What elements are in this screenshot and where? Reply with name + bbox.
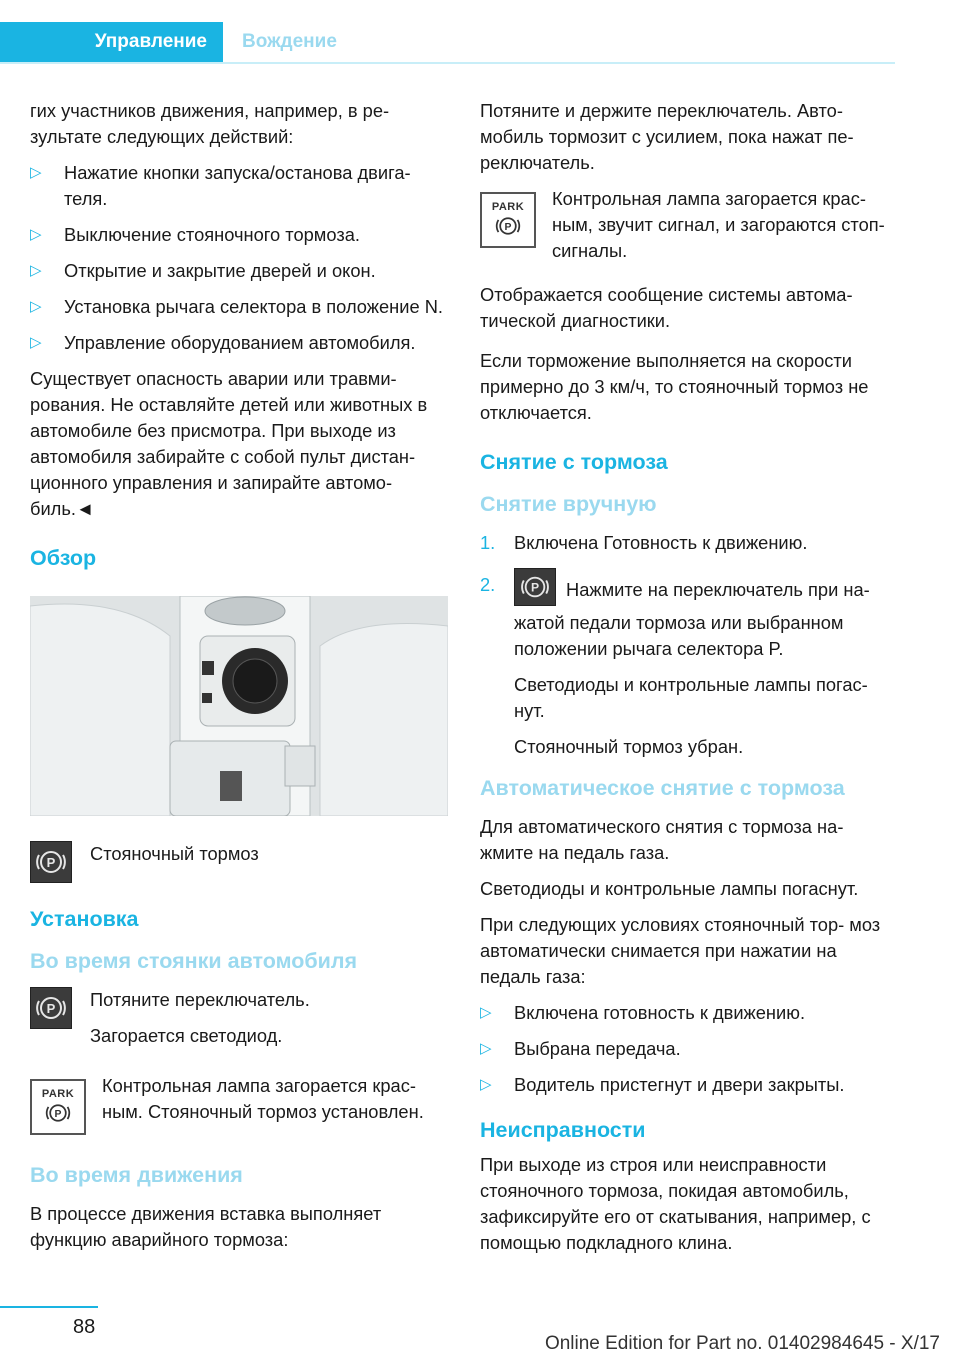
park-row (480, 186, 898, 274)
list-item: ▷ Водитель пристегнут и двери закрыты. (480, 1072, 898, 1098)
svg-text:P: P (46, 855, 56, 870)
auto-text-2: Светодиоды и контрольные лампы погаснут. (480, 878, 859, 899)
auto-text-1: Для автоматического снятия с тормоза на‐ жмите на педаль газа. (480, 816, 844, 863)
right-column (480, 98, 898, 1266)
page-number: 88 (73, 1316, 96, 1338)
header-tabbar (0, 22, 895, 64)
parked-step-2: Загорается светодиод. (90, 1025, 283, 1046)
triangle-bullet-icon: ▷ (30, 226, 42, 243)
driving-text: В процессе движения вставка выполняет функцию аварийного тормоза: (30, 1203, 382, 1250)
heading-manual: Снятие вручную (480, 492, 657, 516)
triangle-bullet-icon: ▷ (30, 164, 42, 181)
auto-text-3: При следующих условиях стояночный тор‐ моз автоматически снимается при нажатии на педаль газа: (480, 914, 881, 987)
edition-footer: Online Edition for Part no. 01402984645 - X/17 (544, 1333, 940, 1354)
speed-text: Если торможение выполняется на скорости примерно до 3 км/ч, то стояночный тормоз не отключается. (480, 350, 869, 423)
triangle-bullet-icon: ▷ (480, 1040, 492, 1057)
auto-conditions (480, 1000, 898, 1098)
list-item: ▷ Нажатие кнопки запуска/останова двига‐ теля. (30, 162, 411, 209)
heading-malfunction: Неисправности (480, 1118, 646, 1142)
step2-result-a: Светодиоды и контрольные лампы погас‐ нут. (514, 674, 868, 721)
park-indicator-icon: PARK P (480, 192, 536, 248)
photo-caption: Стояночный тормоз (90, 843, 259, 864)
parking-brake-icon (30, 987, 72, 1029)
parking-brake-icon (514, 568, 556, 606)
parked-step-1: Потяните переключатель. (90, 989, 310, 1010)
release-steps (480, 530, 898, 760)
heading-setting: Установка (30, 907, 139, 931)
pull-hold-text: Потяните и держите переключатель. Авто‐ мобиль тормозит с усилием, пока нажат пе‐ реключатель. (480, 100, 854, 173)
heading-release: Снятие с тормоза (480, 450, 668, 474)
list-item: 2. P Нажмите на переключатель при на‐ жатой педали тормоза или выбранном положении рычага селектора P. Светодиоды и контрольные лампы погас‐ нут. Стояночный тормоз убран. (480, 572, 898, 760)
left-column (30, 98, 448, 1263)
svg-text:P: P (504, 221, 512, 233)
park-lamp-text: Контрольная лампа загорается крас‐ ным, звучит сигнал, и загораются стоп-сигналы. (552, 188, 885, 261)
malfunction-text: При выходе из строя или неисправности стояночного тормоза, покидая автомобиль, зафиксируйте его от скатывания, например, с помощью подкладного клина. (480, 1154, 871, 1253)
console-photo (30, 596, 448, 816)
parked-park-row (30, 1073, 448, 1135)
list-item: ▷ Выключение стояночного тормоза. (30, 222, 448, 248)
list-item: ▷ Включена готовность к движению. (480, 1000, 898, 1026)
tab-driving[interactable]: Вождение (242, 31, 337, 52)
heading-driving: Во время движения (30, 1163, 243, 1187)
step2-result-b: Стояночный тормоз убран. (514, 736, 744, 757)
parked-steps (90, 987, 310, 1059)
action-list (30, 160, 448, 356)
heading-auto: Автоматическое снятие с тормоза (480, 776, 845, 800)
svg-text:P: P (54, 1108, 62, 1120)
triangle-bullet-icon: ▷ (480, 1004, 492, 1021)
triangle-bullet-icon: ▷ (30, 262, 42, 279)
triangle-bullet-icon: ▷ (30, 334, 42, 351)
triangle-bullet-icon: ▷ (480, 1076, 492, 1093)
tab-control[interactable]: Управление (0, 22, 223, 62)
footer-divider (0, 1306, 98, 1308)
parked-park-text: Контрольная лампа загорается крас‐ ным. Стояночный тормоз установлен. (102, 1075, 424, 1122)
heading-parked: Во время стоянки автомобиля (30, 949, 358, 973)
list-item: ▷ Управление оборудованием автомобиля. (30, 330, 448, 356)
list-item: 1. Включена Готовность к движению. (480, 532, 808, 553)
parking-brake-icon (30, 841, 72, 883)
diagnostic-text: Отображается сообщение системы автома‐ тической диагностики. (480, 284, 853, 331)
svg-text:P: P (530, 580, 540, 595)
caption-row (30, 841, 448, 883)
triangle-bullet-icon: ▷ (30, 298, 42, 315)
list-item: ▷ Установка рычага селектора в положение N. (30, 294, 448, 320)
list-item: ▷ Открытие и закрытие дверей и окон. (30, 258, 448, 284)
parked-row (30, 987, 448, 1059)
list-item: ▷ Выбрана передача. (480, 1036, 898, 1062)
warning-text: Существует опасность аварии или травми‐ рования. Не оставляйте детей или животных в автомобиле без присмотра. При выходе из автомобиля забирайте с собой пульт дистан‐ ционного управления и запирайте автомо‐ биль.◄ (30, 368, 428, 519)
park-indicator-icon: PARK P (30, 1079, 86, 1135)
svg-text:P: P (46, 1001, 56, 1016)
heading-overview: Обзор (30, 546, 97, 570)
intro-text: гих участников движения, например, в ре‐ зультате следующих действий: (30, 100, 390, 147)
